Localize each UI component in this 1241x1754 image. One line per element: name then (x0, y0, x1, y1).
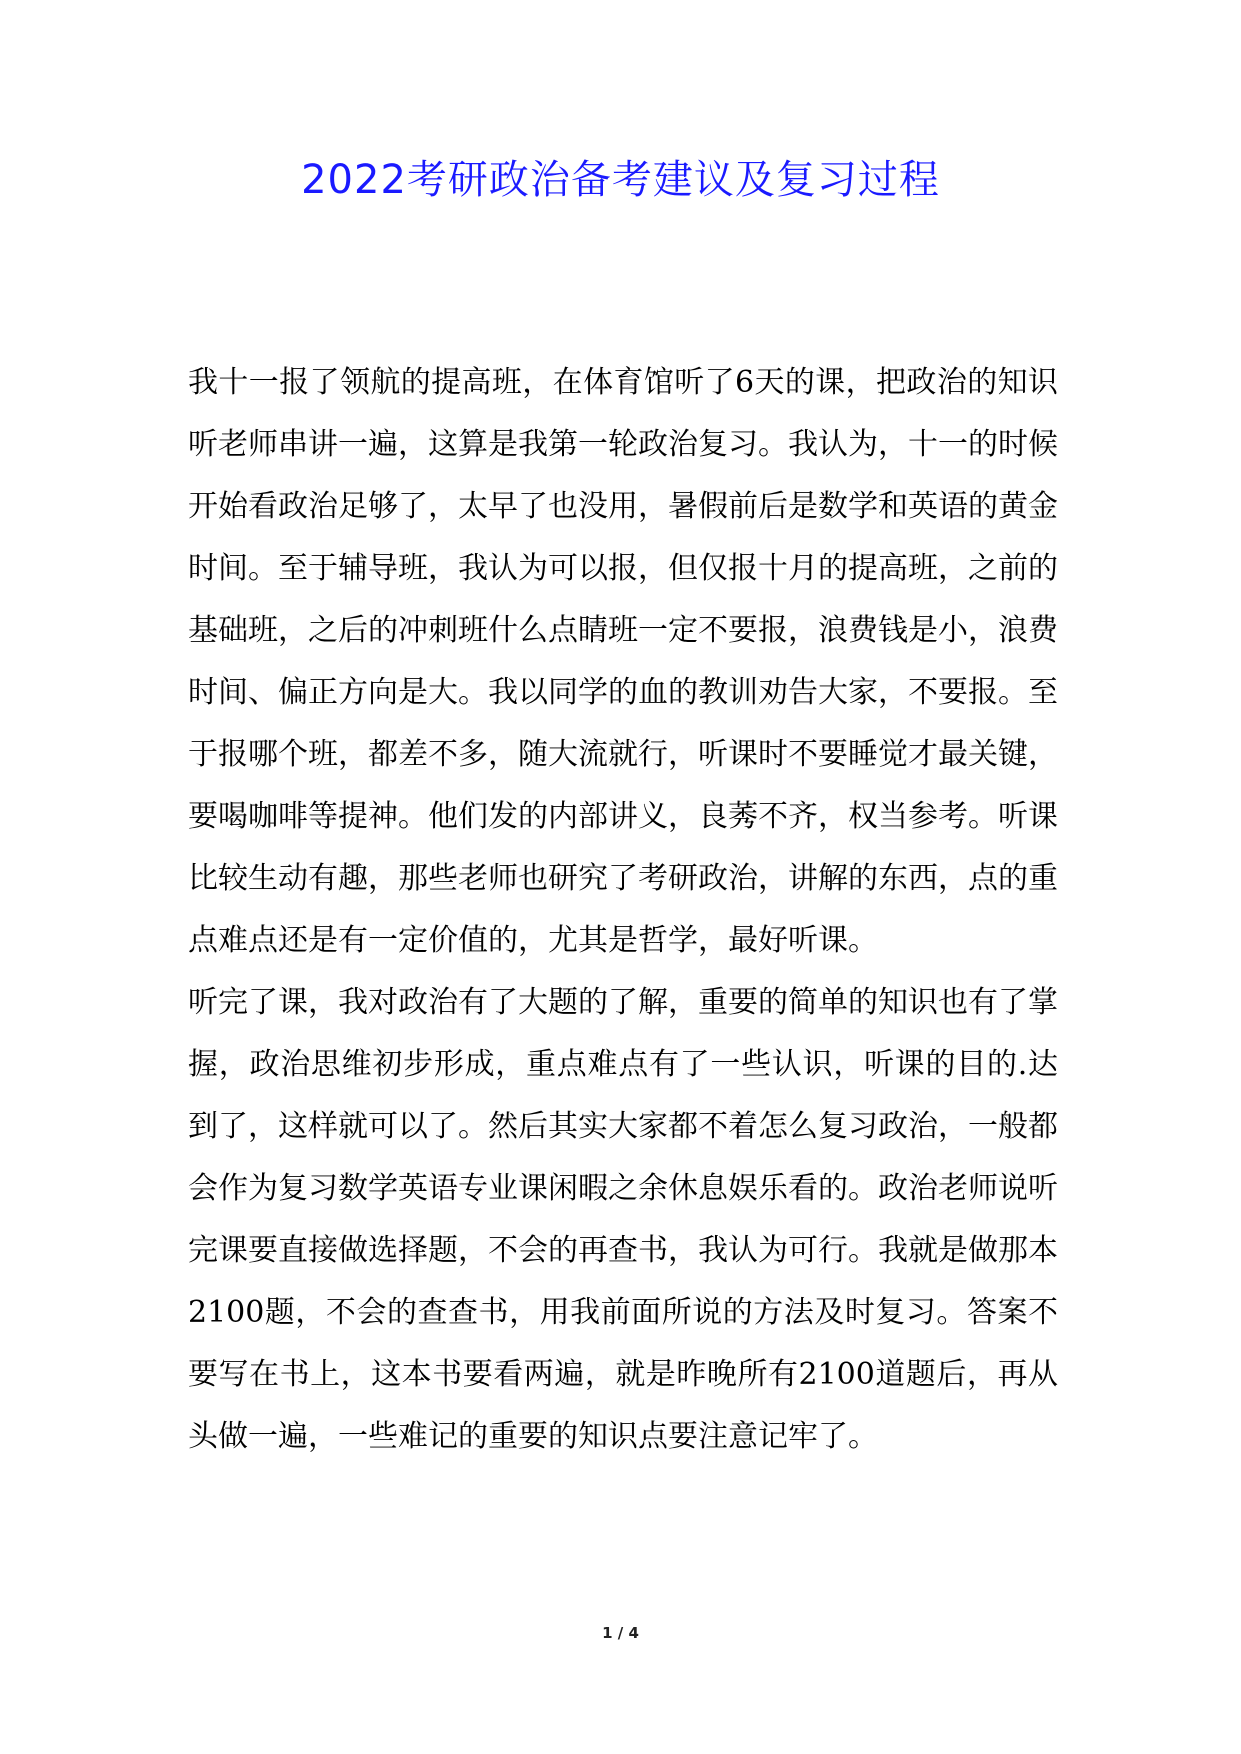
document-title: 2022考研政治备考建议及复习过程 (301, 157, 940, 203)
page-number: 1 / 4 (602, 1624, 639, 1642)
paragraph-2: 听完了课，我对政治有了大题的了解，重要的简单的知识也有了掌握，政治思维初步形成，重点难点有了一些认识，听课的目的.达到了，这样就可以了。然后其实大家都不着怎么复习政治，一般都会作为复习数学英语专业课闲暇之余休息娱乐看的。政治老师说听完课要直接做选择题，不会的再查书，我认为可行。我就是做那本2100题，不会的查查书，用我前面所说的方法及时复习。答案不要写在书上，这本书要看两遍，就是昨晚所有2100道题后，再从头做一遍，一些难记的重要的知识点要注意记牢了。 (188, 985, 1058, 1454)
document-body (188, 352, 1058, 1468)
paragraph-1: 我十一报了领航的提高班，在体育馆听了6天的课，把政治的知识听老师串讲一遍，这算是我第一轮政治复习。我认为，十一的时候开始看政治足够了，太早了也没用，暑假前后是数学和英语的黄金时间。至于辅导班，我认为可以报，但仅报十月的提高班，之前的基础班，之后的冲刺班什么点睛班一定不要报，浪费钱是小，浪费时间、偏正方向是大。我以同学的血的教训劝告大家，不要报。至于报哪个班，都差不多，随大流就行，听课时不要睡觉才最关键，要喝咖啡等提神。他们发的内部讲义，良莠不齐，权当参考。听课比较生动有趣，那些老师也研究了考研政治，讲解的东西，点的重点难点还是有一定价值的，尤其是哲学，最好听课。 (188, 365, 1058, 958)
